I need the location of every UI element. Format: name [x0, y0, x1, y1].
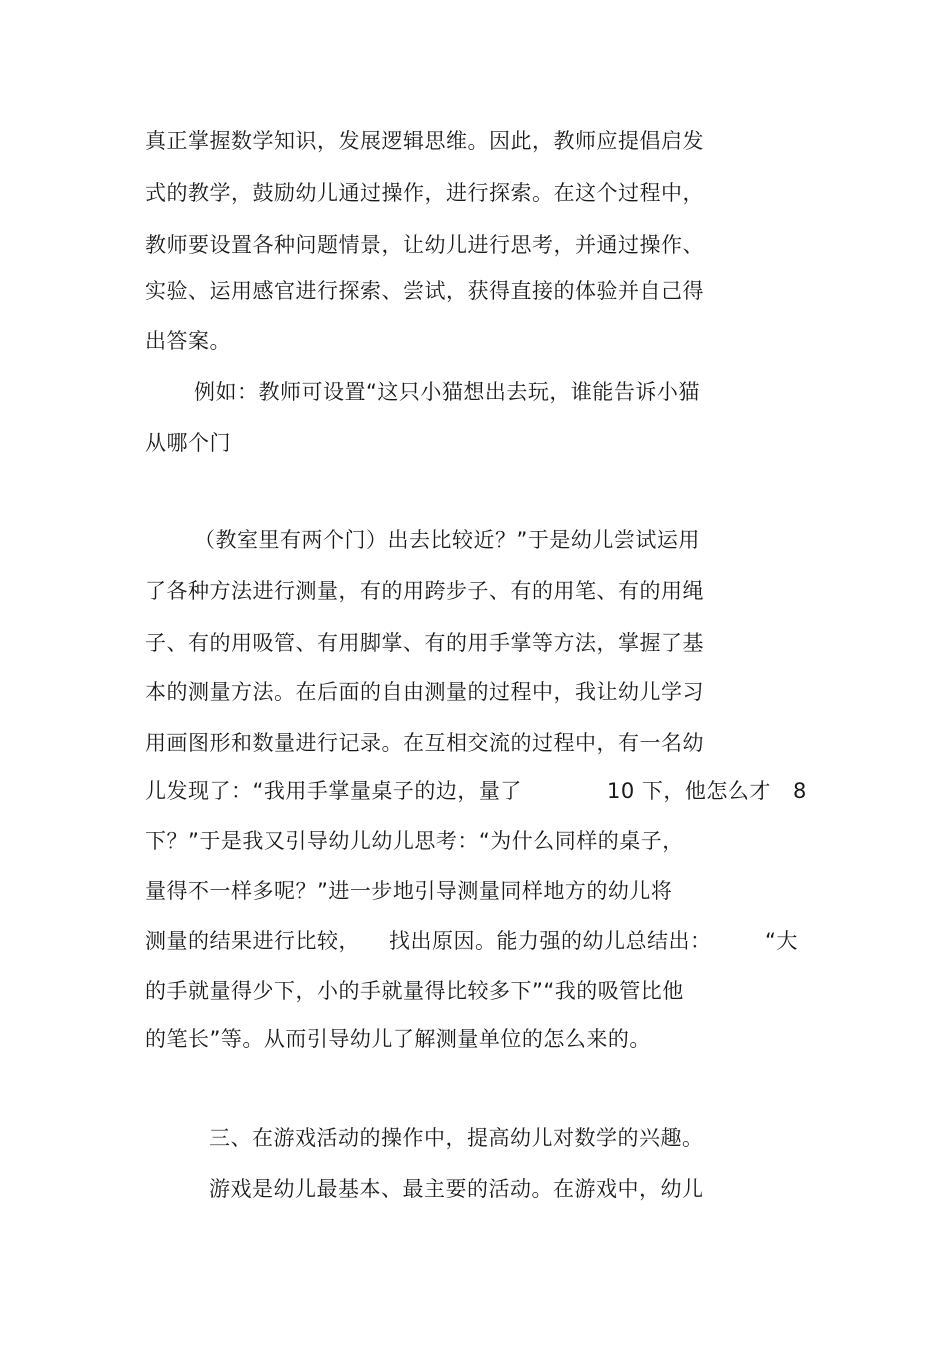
- paragraph-line: （教室里有两个门）出去比较近？”于是幼儿尝试运用: [194, 528, 700, 552]
- line-segment: 儿发现了：“我用手掌量桌子的边，量了: [145, 779, 522, 803]
- paragraph-line: 了各种方法进行测量，有的用跨步子、有的用笔、有的用绳: [145, 579, 704, 603]
- paragraph-line: 教师要设置各种问题情景，让幼儿进行思考，并通过操作、: [145, 233, 704, 257]
- paragraph-line: 子、有的用吸管、有用脚掌、有的用手掌等方法，掌握了基: [145, 631, 704, 655]
- paragraph-line: 式的教学，鼓励幼儿通过操作，进行探索。在这个过程中，: [145, 181, 704, 205]
- paragraph-line-split: [145, 776, 825, 806]
- paragraph-line: 下？”于是我又引导幼儿幼儿思考：“为什么同样的桌子，: [145, 829, 684, 853]
- line-segment: 找出原因。能力强的幼儿总结出：: [389, 929, 712, 953]
- paragraph-line: 从哪个门: [145, 431, 231, 455]
- paragraph-line-split: [145, 926, 825, 956]
- paragraph-line: 本的测量方法。在后面的自由测量的过程中，我让幼儿学习: [145, 680, 704, 704]
- line-segment: 8: [793, 779, 807, 803]
- line-segment: “大: [765, 929, 798, 953]
- paragraph-line: 出答案。: [145, 329, 231, 353]
- section-heading: 三、在游戏活动的操作中，提高幼儿对数学的兴趣。: [209, 1126, 704, 1150]
- paragraph-line: 游戏是幼儿最基本、最主要的活动。在游戏中，幼儿: [209, 1177, 704, 1201]
- paragraph-line: 实验、运用感官进行探索、尝试，获得直接的体验并自己得: [145, 279, 704, 303]
- line-segment: 测量的结果进行比较，: [145, 929, 360, 953]
- line-segment: 10 下，他怎么才: [607, 779, 771, 803]
- paragraph-line: 用画图形和数量进行记录。在互相交流的过程中，有一名幼: [145, 731, 704, 755]
- paragraph-line: 的笔长”等。从而引导幼儿了解测量单位的怎么来的。: [145, 1027, 651, 1051]
- paragraph-line: 例如：教师可设置“这只小猫想出去玩，谁能告诉小猫: [194, 380, 700, 404]
- paragraph-line: 的手就量得少下，小的手就量得比较多下”“我的吸管比他: [145, 979, 684, 1003]
- paragraph-line: 量得不一样多呢？”进一步地引导测量同样地方的幼儿将: [145, 879, 673, 903]
- paragraph-line: 真正掌握数学知识，发展逻辑思维。因此，教师应提倡启发: [145, 129, 704, 153]
